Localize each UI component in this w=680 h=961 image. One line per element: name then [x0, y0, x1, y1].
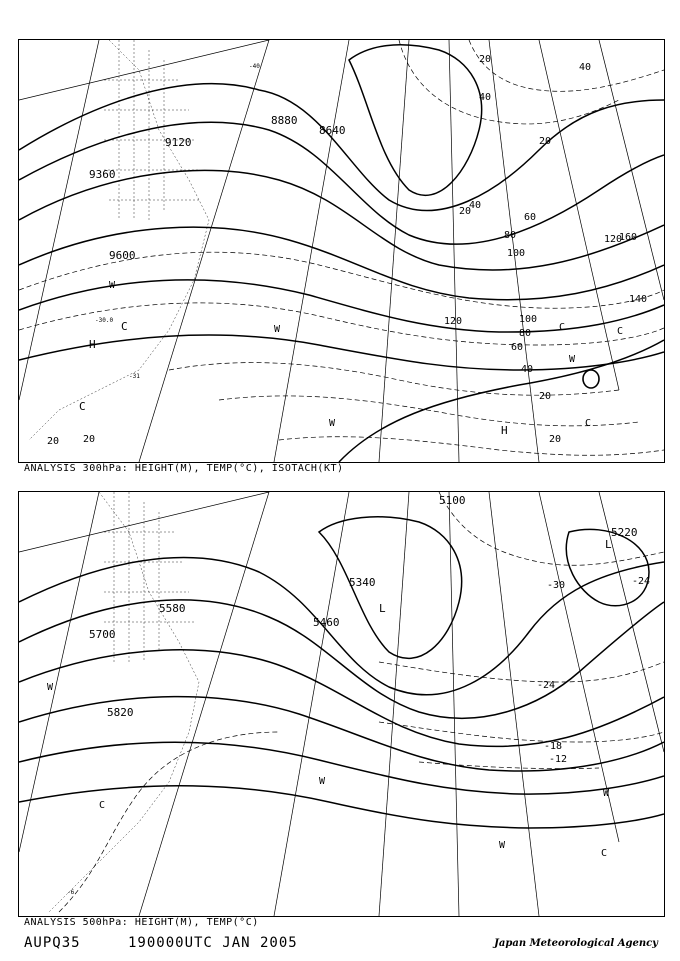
warm-center-marker: W: [274, 324, 281, 335]
isotach-label: 20: [539, 391, 552, 402]
isotherm-label: -24: [632, 576, 651, 587]
high-center-marker: H: [89, 338, 96, 351]
isotach-label: 60: [524, 212, 537, 223]
isotherm-label: -18: [544, 741, 563, 752]
isotach-label: 40: [521, 364, 534, 375]
land-hatch: [29, 40, 209, 440]
isotach-label: 80: [519, 328, 532, 339]
high-center-marker: H: [501, 424, 508, 437]
isotherm-label: -24: [537, 680, 556, 691]
isotach-label: 20: [47, 436, 60, 447]
land-hatch: [49, 492, 199, 912]
isotherm-label: -12: [549, 754, 568, 765]
isotach-label: 100: [519, 314, 538, 325]
isotach-label: 40: [469, 200, 482, 211]
map-500hpa: [19, 492, 664, 916]
closed-contour: [583, 370, 599, 388]
isotherms: [59, 492, 664, 912]
cold-center-marker: C: [617, 326, 624, 337]
warm-center-marker: W: [109, 280, 116, 291]
isotach-label: 120: [604, 234, 623, 245]
panel-caption: ANALYSIS 500hPa: HEIGHT(M), TEMP(°C): [24, 917, 259, 928]
isotach-label: 120: [444, 316, 463, 327]
isotach-label: 40: [479, 92, 492, 103]
temperature-label: -40: [249, 63, 260, 70]
agency-name: Japan Meteorological Agency: [494, 938, 658, 949]
height-label: 5700: [89, 628, 116, 641]
height-label: 5220: [611, 526, 638, 539]
low-center-marker: L: [605, 538, 612, 551]
valid-time: 190000UTC JAN 2005: [128, 935, 298, 951]
warm-center-marker: W: [569, 354, 576, 365]
cold-center-marker: C: [79, 400, 86, 413]
map-panel-300hpa: [18, 39, 665, 463]
height-label: 5820: [107, 706, 134, 719]
temperature-label: -30.0: [95, 317, 114, 324]
isotach-label: 20: [549, 434, 562, 445]
warm-center-marker: W: [329, 418, 336, 429]
warm-center-marker: W: [47, 682, 54, 693]
height-label: 9120: [165, 136, 192, 149]
height-label: 9360: [89, 168, 116, 181]
isotach-label: 160: [619, 232, 638, 243]
isotach-label: 20: [459, 206, 472, 217]
height-label: 9600: [109, 249, 136, 262]
warm-center-marker: W: [499, 840, 506, 851]
product-id: AUPQ35: [24, 935, 81, 951]
cold-center-marker: C: [121, 320, 128, 333]
height-label: 5340: [349, 576, 376, 589]
map-300hpa: [19, 40, 664, 462]
panel-caption: ANALYSIS 300hPa: HEIGHT(M), TEMP(°C), ISOTACH(KT): [24, 463, 344, 474]
map-panel-500hpa: [18, 491, 665, 917]
isotach-label: 60: [511, 342, 524, 353]
low-center-marker: L: [379, 602, 386, 615]
isotach-label: 100: [507, 248, 526, 259]
isotach-label: 20: [479, 54, 492, 65]
isotach-label: 140: [629, 294, 648, 305]
warm-center-marker: W: [319, 776, 326, 787]
height-label: 5580: [159, 602, 186, 615]
isotach-label: 80: [504, 230, 517, 241]
isotach-label: 40: [579, 62, 592, 73]
warm-center-marker: W: [603, 788, 610, 799]
height-label: 8880: [271, 114, 298, 127]
isotach-label: 20: [83, 434, 96, 445]
isotherm-label: -30: [547, 580, 566, 591]
isotach-label: 20: [539, 136, 552, 147]
cold-center-marker: C: [99, 800, 106, 811]
cold-center-marker: C: [601, 848, 608, 859]
isotherm-label: -6: [67, 889, 75, 896]
height-contours: [19, 517, 664, 828]
temperature-label: -31: [129, 373, 140, 380]
height-label: 5460: [313, 616, 340, 629]
height-label: 5100: [439, 494, 466, 507]
height-label: 8640: [319, 124, 346, 137]
cold-center-marker: C: [585, 418, 592, 429]
cold-center-marker: C: [559, 322, 566, 333]
